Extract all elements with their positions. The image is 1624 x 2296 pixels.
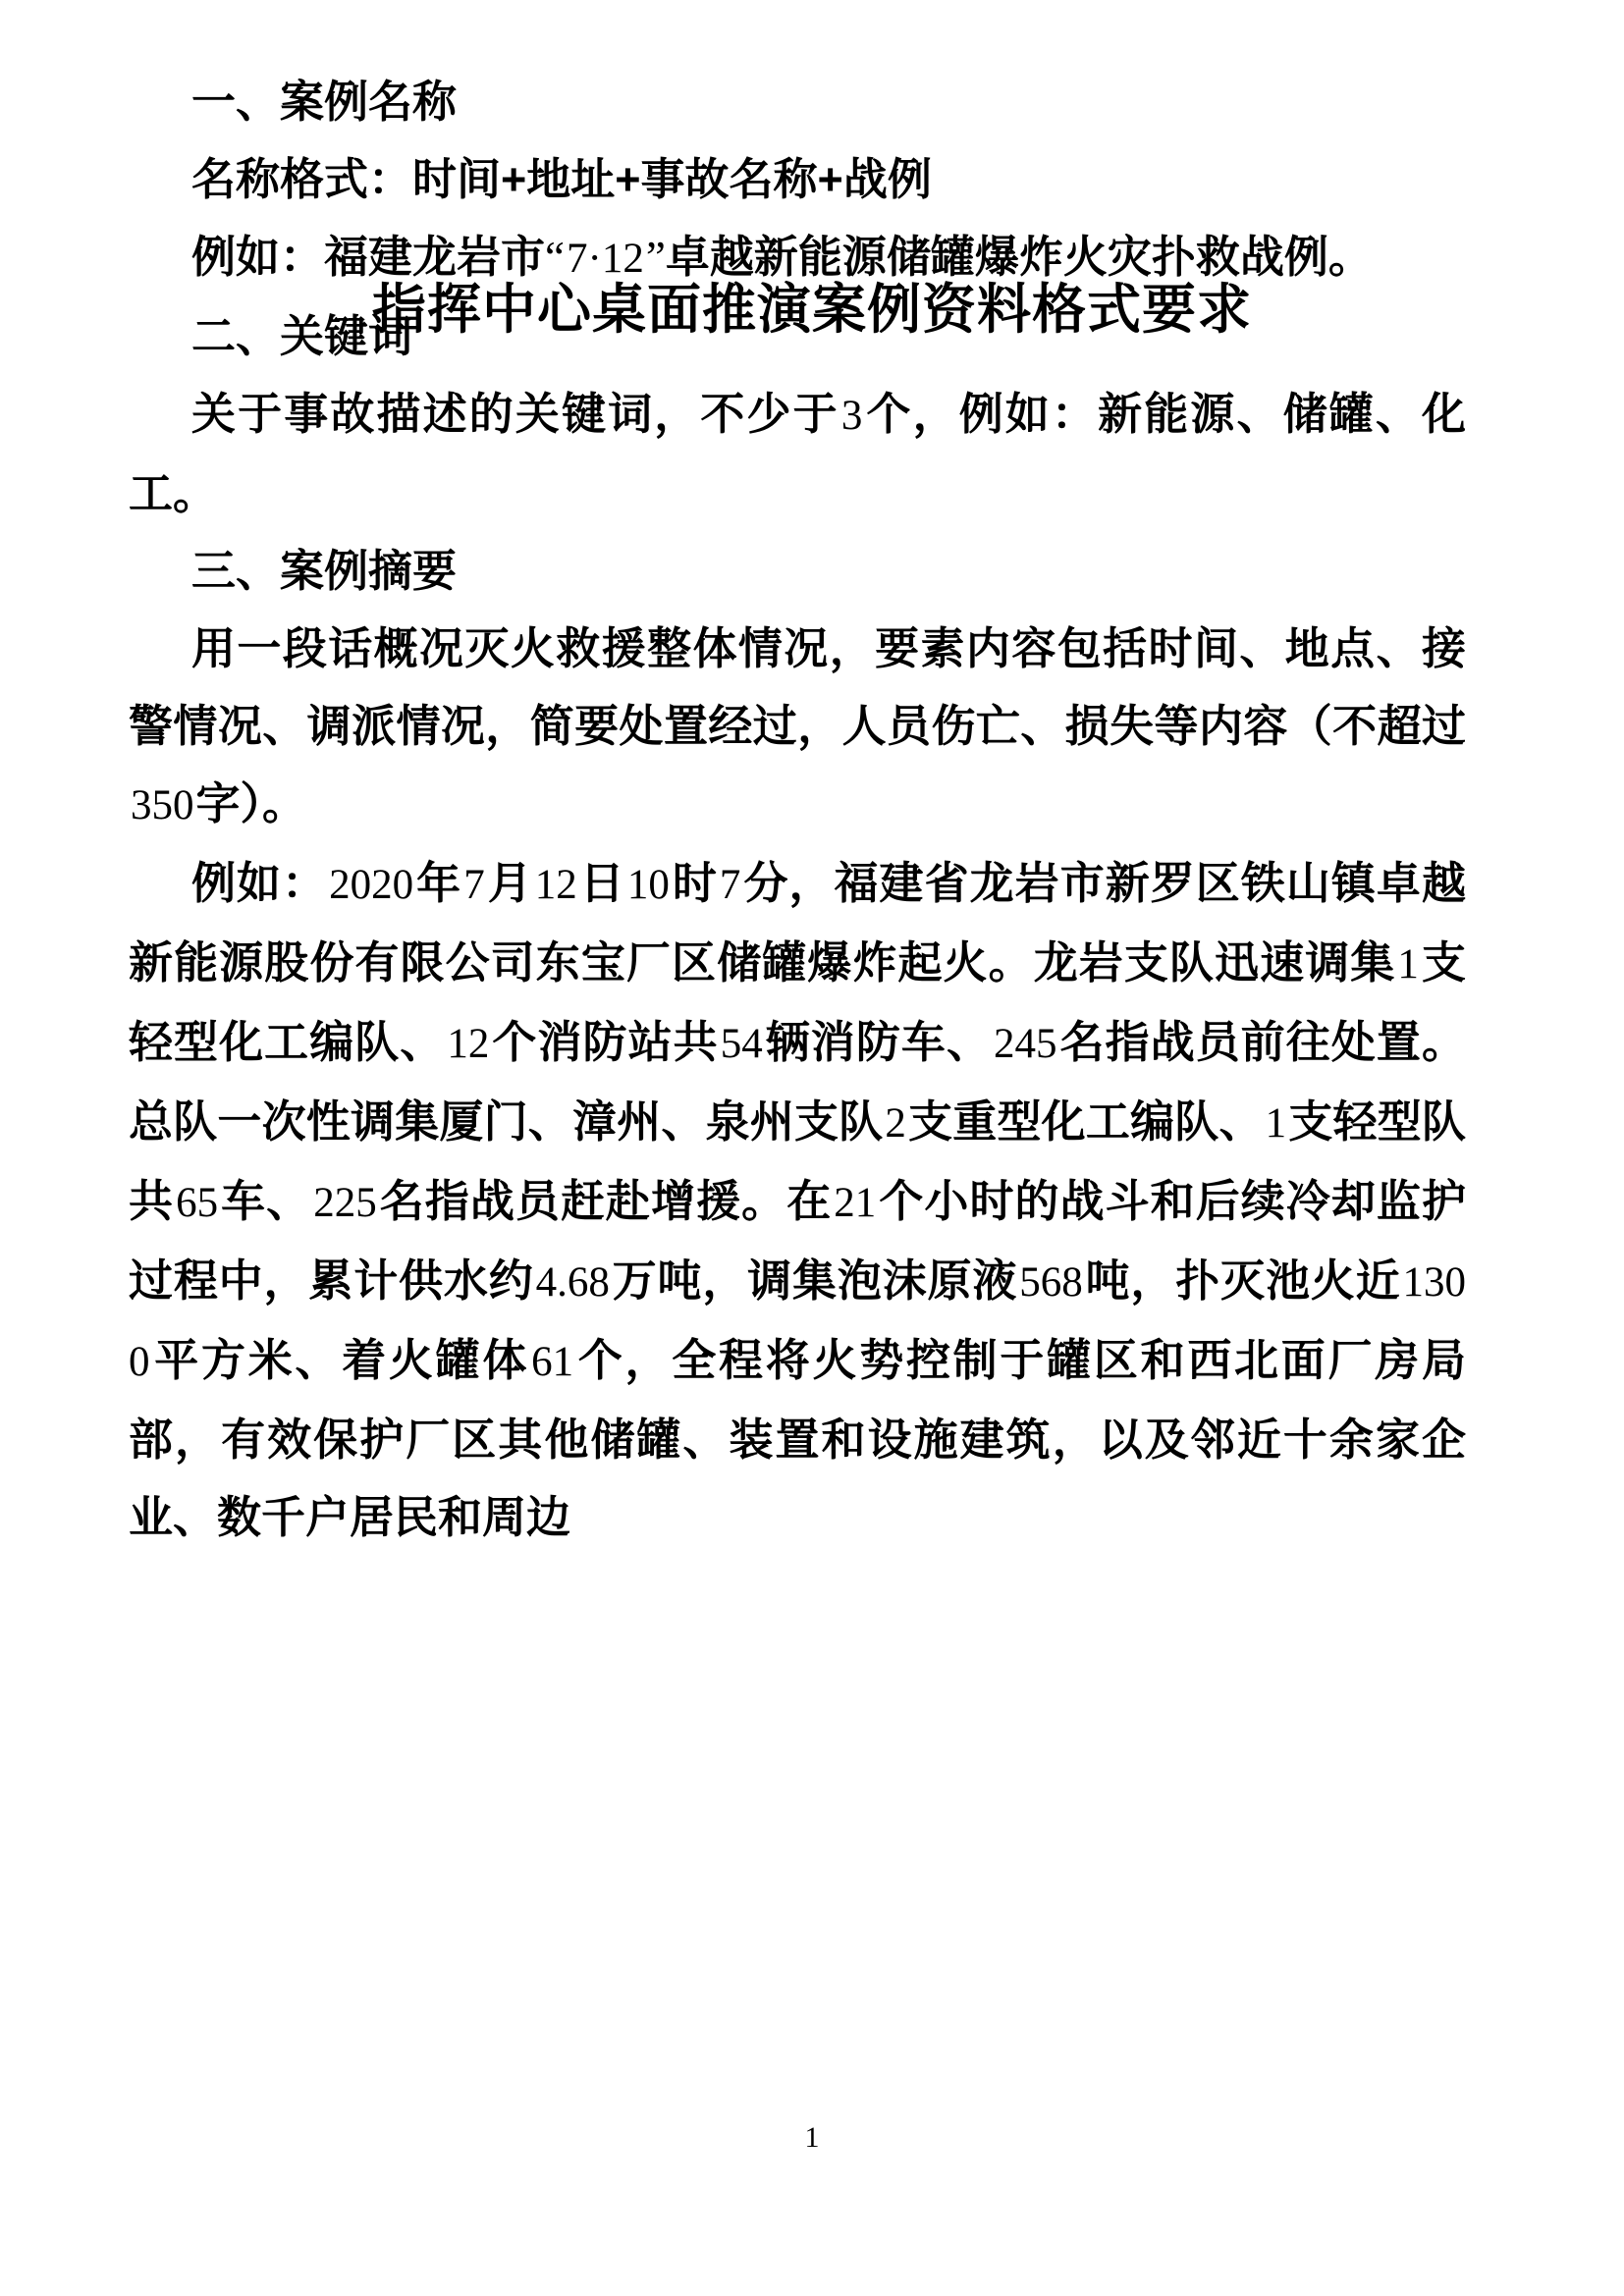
page-number: 1: [804, 2121, 820, 2154]
keyword-min-count: 3: [840, 393, 863, 439]
reinforce-personnel-count: 225: [313, 1180, 377, 1226]
text-run: 时: [671, 858, 718, 908]
section-heading-case-summary: 三、案例摘要: [191, 546, 458, 596]
text-run: 吨，扑灭池火近: [1084, 1255, 1401, 1306]
quote-close: ”: [645, 233, 666, 282]
text-run: 平方米、着火罐体: [151, 1335, 530, 1385]
minute-value: 7: [719, 862, 741, 908]
light-team-count: 1: [1265, 1100, 1287, 1147]
operation-hours: 21: [834, 1180, 877, 1226]
fire-station-count: 12: [447, 1021, 490, 1067]
text-run: 个小时的战斗和后续冷却监护过程中，累计供水约: [129, 1176, 1466, 1306]
text-run: 年: [415, 858, 462, 908]
text-run: 个，全程将火势控制于罐区和西北面厂房局部，有效保护厂区其他储罐、装置和设施建筑，以及邻近十余家企业、数千户居民和周边: [129, 1335, 1466, 1542]
text-run: 万吨，调集泡沫原液: [611, 1255, 1018, 1306]
text-run: 个，例如：新能源、储罐、化工。: [129, 389, 1466, 518]
foam-amount: 568: [1019, 1259, 1083, 1306]
text-run: 用一段话概况灭火救援整体情况，要素内容包括时间、地点、接警情况、调派情况，简要处置经过，人员伤亡、损失等内容（不超过: [129, 623, 1466, 751]
quote-open: “: [545, 233, 565, 282]
section-heading-keywords: 二、关键词: [191, 311, 413, 361]
heavy-chem-team-count: 2: [885, 1100, 906, 1147]
text-run: 车、: [220, 1176, 312, 1226]
section-case-name: [129, 63, 1466, 297]
section-case-summary: [129, 532, 1466, 1556]
text-run: 辆消防车、: [764, 1017, 992, 1067]
text-run: 支轻型队共: [129, 1096, 1466, 1226]
text-run: 支轻型化工编队、: [129, 937, 1466, 1067]
text-run: 字）。: [195, 778, 307, 828]
paragraph-name-example: [129, 218, 1466, 297]
paragraph-keywords-rule: [129, 375, 1466, 532]
text-run: 例如：: [191, 858, 328, 908]
hour-value: 10: [626, 862, 670, 908]
text-run: 月: [486, 858, 533, 908]
paragraph-summary-rule: [129, 610, 1466, 844]
day-value: 12: [534, 862, 577, 908]
reinforce-truck-count: 65: [176, 1180, 219, 1226]
fire-truck-count: 54: [720, 1021, 763, 1067]
text-run: 支重型化工编队、: [907, 1096, 1264, 1147]
text-run: 日: [578, 858, 625, 908]
paragraph-summary-example: [129, 844, 1466, 1556]
document-body: [129, 0, 1466, 1556]
year-value: 2020: [329, 862, 414, 908]
personnel-count: 245: [994, 1021, 1057, 1067]
month-value: 7: [463, 862, 485, 908]
text-run: 个消防站共: [491, 1017, 719, 1067]
pool-fire-area: 1300: [129, 1259, 1466, 1385]
text-run: 卓越新能源储罐爆炸火灾扑救战例。: [665, 232, 1373, 282]
section-keywords: [129, 297, 1466, 532]
incident-code: 7·12: [567, 236, 644, 282]
page-title: 指挥中心桌面推演案例资料格式要求: [371, 279, 1252, 340]
light-chem-team-count: 1: [1397, 941, 1419, 988]
text-run: 例如：福建龙岩市: [191, 232, 546, 282]
text-run: 关于事故描述的关键词，不少于: [191, 389, 839, 439]
text-run: 名指战员赶赴增援。在: [378, 1176, 833, 1226]
paragraph-name-format: 名称格式：时间+地址+事故名称+战例: [191, 154, 932, 204]
section-heading-case-name: 一、案例名称: [191, 77, 458, 127]
text-run: 分，福建省龙岩市新罗区铁山镇卓越新能源股份有限公司东宝厂区储罐爆炸起火。龙岩支队迅速调集: [129, 858, 1466, 988]
summary-word-limit: 350: [131, 782, 194, 828]
water-supply-amount: 4.68: [535, 1259, 610, 1306]
text-run: 名指战员前往处置。总队一次性调集厦门、漳州、泉州支队: [129, 1017, 1466, 1147]
burning-tank-count: 61: [531, 1339, 574, 1385]
